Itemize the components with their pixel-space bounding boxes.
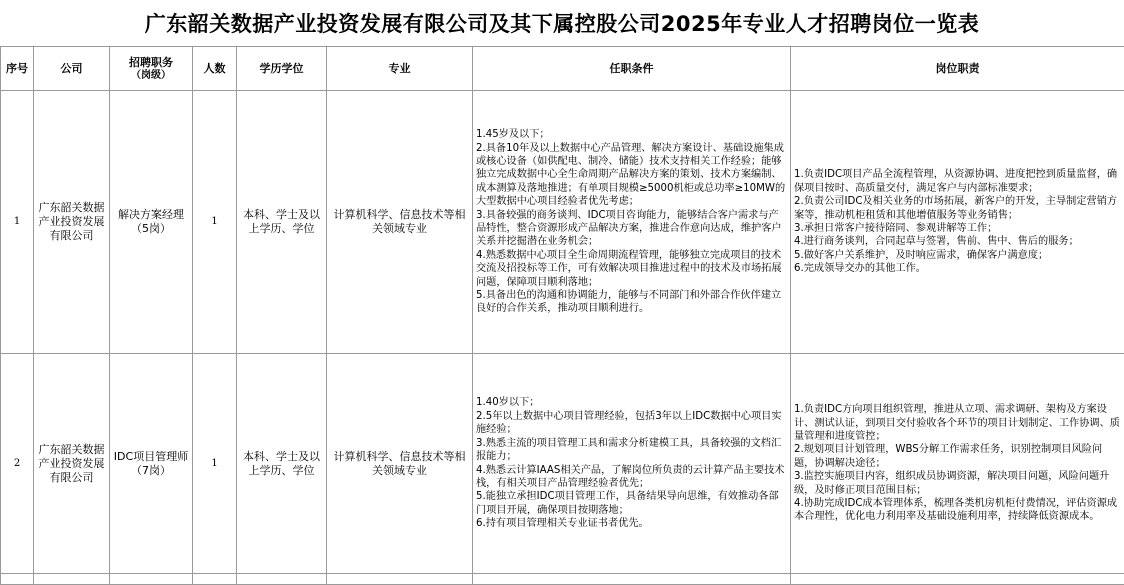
empty-cell bbox=[193, 574, 237, 585]
duty-item: 3.监控实施项目内容，组织成员协调资源，解决项目问题，风险问题升级，及时修正项目范围目标； bbox=[794, 470, 1121, 497]
cell-position: IDC项目管理师（7岗） bbox=[110, 354, 193, 574]
table-row bbox=[1, 91, 1124, 354]
empty-cell bbox=[110, 574, 193, 585]
table-row-empty bbox=[1, 574, 1124, 585]
duty-item: 4.进行商务谈判，合同起草与签署，售前、售中、售后的服务； bbox=[794, 235, 1121, 248]
duty-item: 4.协助完成IDC成本管理体系，梳理各类机房机柜付费情况，评估资源成本合理性，优化电力利用率及基础设施利用率，持续降低资源成本。 bbox=[794, 497, 1121, 524]
empty-cell bbox=[327, 574, 473, 585]
requirement-item: 2.5年以上数据中心项目管理经验，包括3年以上IDC数据中心项目实施经验； bbox=[476, 410, 787, 437]
cell-major: 计算机科学、信息技术等相关领域专业 bbox=[327, 91, 473, 354]
header-position-label: 招聘职务 bbox=[129, 56, 173, 69]
cell-seq: 2 bbox=[1, 354, 34, 574]
requirement-item: 4.熟悉云计算IAAS相关产品，了解岗位所负责的云计算产品主要技术栈，有相关项目产品管理经验者优先； bbox=[476, 464, 787, 491]
cell-position: 解决方案经理（5岗） bbox=[110, 91, 193, 354]
page-title: 广东韶关数据产业投资发展有限公司及其下属控股公司2025年专业人才招聘岗位一览表 bbox=[0, 0, 1124, 47]
cell-education: 本科、学士及以上学历、学位 bbox=[237, 354, 327, 574]
cell-requirements bbox=[473, 354, 791, 574]
cell-duties bbox=[791, 354, 1124, 574]
header-requirements: 任职条件 bbox=[473, 47, 791, 91]
header-count: 人数 bbox=[193, 47, 237, 91]
duty-item: 3.承担日常客户接待陪同、参观讲解等工作； bbox=[794, 222, 1121, 235]
header-major: 专业 bbox=[327, 47, 473, 91]
duty-item: 2.负责公司IDC及相关业务的市场拓展，新客户的开发，主导制定营销方案等，推动机柜租赁和其他增值服务等业务销售； bbox=[794, 195, 1121, 222]
header-education: 学历学位 bbox=[237, 47, 327, 91]
cell-education: 本科、学士及以上学历、学位 bbox=[237, 91, 327, 354]
requirement-item: 2.具备10年及以上数据中心产品管理、解决方案设计、基础设施集成或核心设备（如供配电、制冷、储能）技术支持相关工作经验；能够独立完成数据中心全生命周期产品解决方案的策划、技术方案编制、成本测算及落地推进；有单项目规模≥5000机柜或总功率≥10MW的大型数据中心项目经验者优先考虑； bbox=[476, 142, 787, 209]
job-table bbox=[0, 46, 1124, 585]
cell-requirements bbox=[473, 91, 791, 354]
empty-cell bbox=[791, 574, 1124, 585]
header-duties: 岗位职责 bbox=[791, 47, 1124, 91]
requirement-item: 3.具备较强的商务谈判、IDC项目咨询能力，能够结合客户需求与产品特性，整合资源形成产品解决方案，推进合作意向达成，维护客户关系并挖掘潜在业务机会； bbox=[476, 209, 787, 249]
duty-item: 2.规划项目计划管理，WBS分解工作需求任务，识别控制项目风险问题，协调解决途径； bbox=[794, 443, 1121, 470]
header-seq: 序号 bbox=[1, 47, 34, 91]
cell-duties bbox=[791, 91, 1124, 354]
empty-cell bbox=[1, 574, 34, 585]
requirement-item: 5.具备出色的沟通和协调能力，能够与不同部门和外部合作伙伴建立良好的合作关系，推动项目顺利进行。 bbox=[476, 289, 787, 316]
empty-cell bbox=[237, 574, 327, 585]
duty-item: 5.做好客户关系维护，及时响应需求，确保客户满意度； bbox=[794, 249, 1121, 262]
duty-item: 1.负责IDC项目产品全流程管理，从资源协调、进度把控到质量监督，确保项目按时、高质量交付，满足客户与内部标准要求； bbox=[794, 168, 1121, 195]
requirement-item: 1.40岁以下； bbox=[476, 396, 787, 409]
cell-major: 计算机科学、信息技术等相关领域专业 bbox=[327, 354, 473, 574]
empty-cell bbox=[473, 574, 791, 585]
header-row bbox=[1, 47, 1124, 91]
header-position bbox=[110, 47, 193, 91]
cell-company: 广东韶关数据产业投资发展有限公司 bbox=[34, 354, 110, 574]
cell-count: 1 bbox=[193, 91, 237, 354]
header-company: 公司 bbox=[34, 47, 110, 91]
requirement-item: 3.熟悉主流的项目管理工具和需求分析建模工具，具备较强的文档汇报能力； bbox=[476, 437, 787, 464]
duty-item: 6.完成领导交办的其他工作。 bbox=[794, 262, 1121, 275]
cell-count: 1 bbox=[193, 354, 237, 574]
table-row bbox=[1, 354, 1124, 574]
cell-company: 广东韶关数据产业投资发展有限公司 bbox=[34, 91, 110, 354]
empty-cell bbox=[34, 574, 110, 585]
requirement-item: 1.45岁及以下； bbox=[476, 128, 787, 141]
cell-seq: 1 bbox=[1, 91, 34, 354]
requirement-item: 4.熟悉数据中心项目全生命周期流程管理，能够独立完成项目的技术交流及招投标等工作，可有效解决项目推进过程中的技术及市场拓展问题，保障项目顺利落地； bbox=[476, 249, 787, 289]
header-position-sub: （岗级） bbox=[113, 69, 189, 82]
duty-item: 1.负责IDC方向项目组织管理，推进从立项、需求调研、架构及方案设计、测试认证，到项目交付验收各个环节的项目计划制定、工作协调、质量管理和进度管控； bbox=[794, 403, 1121, 443]
requirement-item: 6.持有项目管理相关专业证书者优先。 bbox=[476, 517, 787, 530]
requirement-item: 5.能独立承担IDC项目管理工作，具备结果导向思维，有效推动各部门项目开展，确保项目按期落地； bbox=[476, 490, 787, 517]
